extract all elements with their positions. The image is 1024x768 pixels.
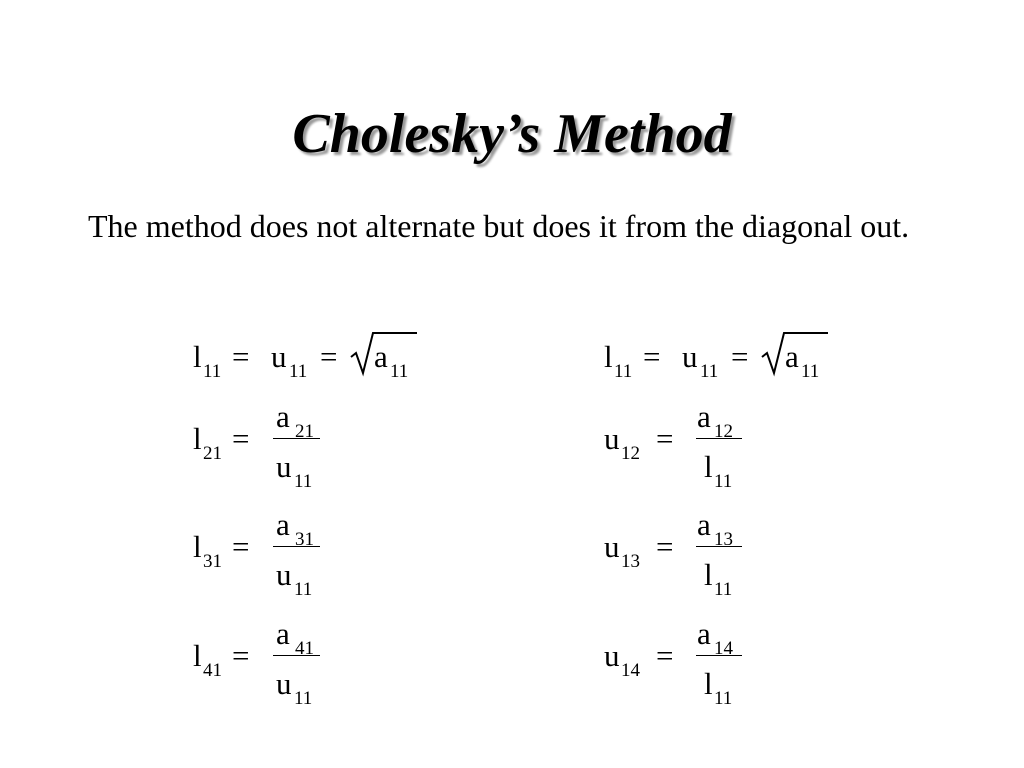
subscript: 21 — [295, 421, 314, 442]
equation-left-row-3 — [193, 617, 333, 712]
subscript: 11 — [294, 688, 313, 709]
equals-sign: = — [643, 339, 661, 374]
equals-sign: = — [656, 529, 674, 564]
subscript: 12 — [714, 421, 733, 442]
fraction-bar — [696, 438, 742, 439]
subscript: 41 — [203, 660, 222, 681]
numerator: a — [276, 507, 290, 542]
equation-right-diagonal — [604, 340, 844, 390]
fraction-bar — [273, 438, 320, 439]
denominator: l — [704, 557, 713, 592]
symbol-u: u — [682, 339, 698, 374]
subscript: 14 — [714, 638, 733, 659]
subscript: 11 — [203, 361, 222, 382]
subscript: 11 — [390, 361, 409, 382]
equation-right-row-3 — [604, 617, 754, 712]
equation-left-row-1 — [193, 400, 333, 495]
subscript: 11 — [714, 471, 733, 492]
slide-title: Cholesky’s Method — [292, 103, 732, 165]
subscript: 11 — [294, 579, 313, 600]
subscript: 11 — [614, 361, 633, 382]
symbol-lhs: l — [193, 421, 202, 456]
subscript: 11 — [294, 471, 313, 492]
subscript: 11 — [700, 361, 719, 382]
equals-sign: = — [232, 421, 250, 456]
equals-sign: = — [232, 638, 250, 673]
equals-sign: = — [232, 529, 250, 564]
slide-body-text: The method does not alternate but does it from the diagonal out. — [88, 208, 910, 244]
numerator: a — [697, 399, 711, 434]
numerator: a — [697, 616, 711, 651]
symbol-lhs: u — [604, 421, 620, 456]
equation-right-row-2 — [604, 508, 754, 603]
denominator: u — [276, 557, 292, 592]
subscript: 31 — [295, 529, 314, 550]
subscript: 21 — [203, 443, 222, 464]
fraction-bar — [696, 546, 742, 547]
symbol-lhs: u — [604, 529, 620, 564]
symbol-l: l — [193, 339, 202, 374]
numerator: a — [276, 399, 290, 434]
equals-sign: = — [320, 339, 338, 374]
equals-sign: = — [656, 638, 674, 673]
subscript: 11 — [289, 361, 308, 382]
denominator: u — [276, 449, 292, 484]
subscript: 11 — [714, 579, 733, 600]
denominator: l — [704, 666, 713, 701]
symbol-l: l — [604, 339, 613, 374]
fraction-bar — [273, 655, 320, 656]
subscript: 12 — [621, 443, 640, 464]
equals-sign: = — [731, 339, 749, 374]
equation-left-row-2 — [193, 508, 333, 603]
subscript: 41 — [295, 638, 314, 659]
numerator: a — [697, 507, 711, 542]
equals-sign: = — [232, 339, 250, 374]
subscript: 11 — [801, 361, 820, 382]
fraction-bar — [273, 546, 320, 547]
symbol-lhs: l — [193, 638, 202, 673]
symbol-a: a — [785, 339, 799, 374]
denominator: u — [276, 666, 292, 701]
subscript: 11 — [714, 688, 733, 709]
numerator: a — [276, 616, 290, 651]
symbol-lhs: u — [604, 638, 620, 673]
subscript: 13 — [714, 529, 733, 550]
equals-sign: = — [656, 421, 674, 456]
subscript: 13 — [621, 551, 640, 572]
symbol-u: u — [271, 339, 287, 374]
symbol-lhs: l — [193, 529, 202, 564]
subscript: 31 — [203, 551, 222, 572]
denominator: l — [704, 449, 713, 484]
fraction-bar — [696, 655, 742, 656]
equation-right-row-1 — [604, 400, 754, 495]
symbol-a: a — [374, 339, 388, 374]
equation-left-diagonal — [193, 340, 433, 390]
subscript: 14 — [621, 660, 640, 681]
